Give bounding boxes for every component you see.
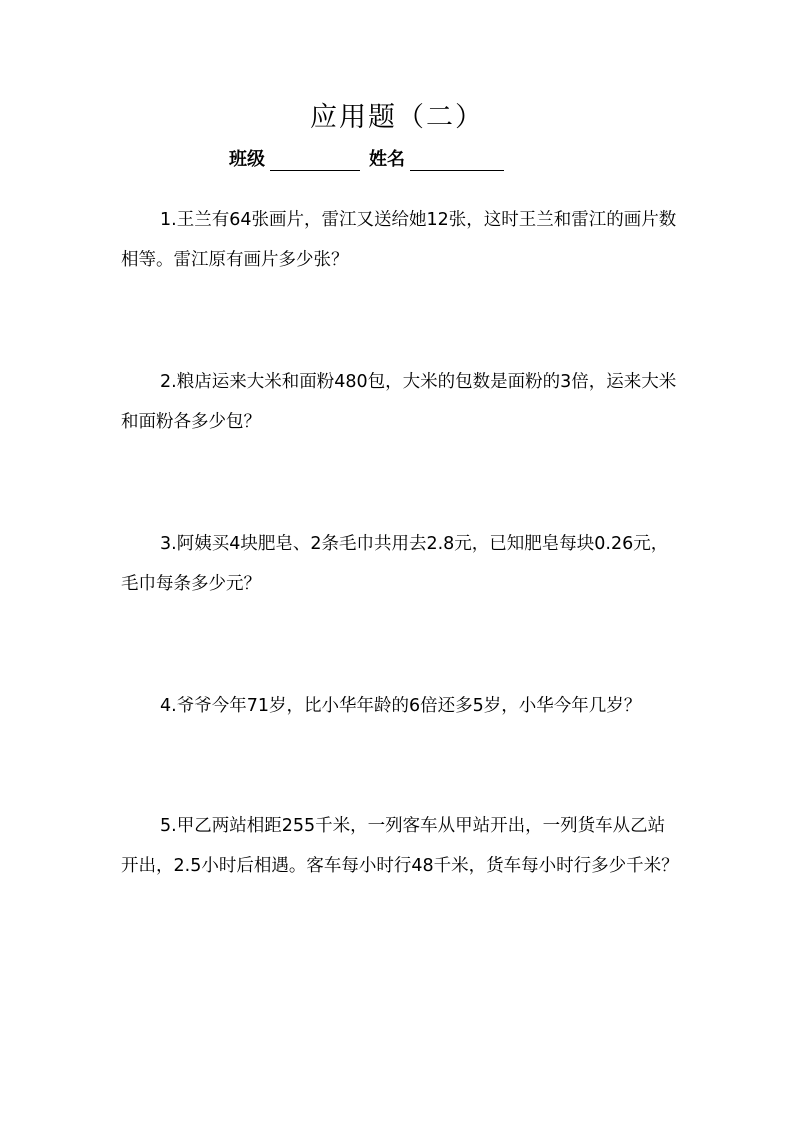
name-label: 姓名 bbox=[369, 149, 405, 170]
class-blank-line bbox=[270, 170, 360, 171]
class-label: 班级 bbox=[229, 149, 265, 170]
name-blank-line bbox=[410, 170, 504, 171]
question-1: 1.王兰有64张画片，雷江又送给她12张，这时王兰和雷江的画片数相等。雷江原有画片多少张？ bbox=[121, 210, 677, 270]
question-3: 3.阿姨买4块肥皂、2条毛巾共用去2.8元，已知肥皂每块0.26元，毛巾每条多少元？ bbox=[121, 534, 669, 594]
worksheet-title: 应用题（二） bbox=[310, 102, 484, 133]
question-2: 2.粮店运来大米和面粉480包，大米的包数是面粉的3倍，运来大米和面粉各多少包？ bbox=[121, 372, 677, 432]
question-5: 5.甲乙两站相距255千米，一列客车从甲站开出，一列货车从乙站开出，2.5小时后相遇。客车每小时行48千米，货车每小时行多少千米？ bbox=[121, 816, 679, 876]
question-4: 4.爷爷今年71岁，比小华年龄的6倍还多5岁，小华今年几岁？ bbox=[160, 696, 642, 716]
